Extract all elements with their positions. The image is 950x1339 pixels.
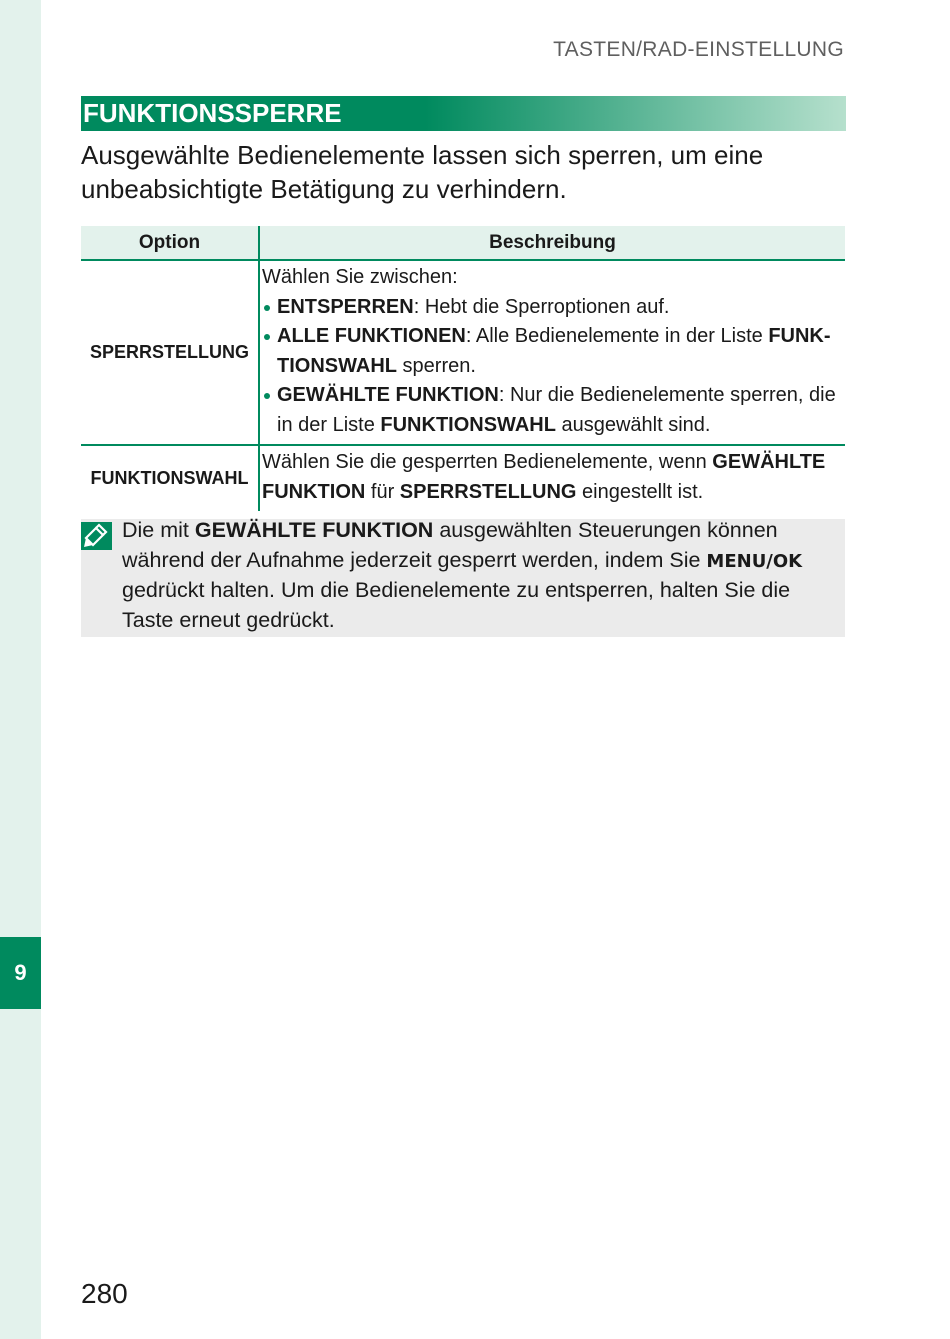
option-name: FUNKTIONSWAHL xyxy=(81,445,259,511)
list-item xyxy=(262,381,845,440)
choice-list xyxy=(262,293,845,441)
running-header: TASTEN/RAD-EINSTELLUNG xyxy=(553,38,844,61)
section-title: FUNKTIONSSPERRE xyxy=(81,96,846,131)
choice-term: ENTSPERREN xyxy=(277,295,414,318)
table-row xyxy=(81,260,845,445)
list-item xyxy=(262,322,845,381)
choice-term: GEWÄHLTE FUNKTION xyxy=(277,384,499,406)
options-table xyxy=(81,226,845,511)
list-item xyxy=(262,293,845,323)
chapter-number-tab xyxy=(0,937,41,1009)
option-description xyxy=(259,445,845,511)
option-description xyxy=(259,260,845,445)
table-header-row xyxy=(81,226,845,260)
choice-text: : Nur die Bedienelemente sperren, die in der Liste xyxy=(277,384,836,436)
choice-text-end: ausgewählt sind. xyxy=(555,413,711,436)
chapter-number: 9 xyxy=(14,960,27,985)
note-text-part: gedrückt halten. Um die Bedienelemente zu entsperren, halten Sie die Taste erneut gedrückt. xyxy=(122,578,791,632)
note-box xyxy=(81,519,845,637)
choice-term: ALLE FUNKTIONEN xyxy=(277,325,466,347)
choice-text: : Alle Bedienelemente in der Liste xyxy=(465,325,769,347)
intro-line-1: Ausgewählte Bedienelemente lassen sich sperren, um eine xyxy=(81,140,764,170)
section-intro xyxy=(81,138,846,206)
header-option: Option xyxy=(81,226,259,260)
desc-term: SPERRSTELLUNG xyxy=(399,480,577,503)
desc-term: GEWÄHLTE FUNKTION xyxy=(262,451,826,503)
note-pencil-icon xyxy=(81,522,112,550)
desc-text: für xyxy=(365,480,400,503)
chapter-side-strip xyxy=(0,0,41,1339)
description-lead: Wählen Sie zwischen: xyxy=(262,266,458,288)
intro-line-2: unbeabsichtigte Betätigung zu verhindern. xyxy=(81,174,567,204)
note-text-part: Die mit xyxy=(122,518,195,542)
choice-term-ref: FUNK-TIONSWAHL xyxy=(277,325,831,377)
choice-term-ref: FUNKTIONSWAHL xyxy=(380,413,556,436)
header-description: Beschreibung xyxy=(259,226,845,260)
menu-ok-button-label: MENU/OK xyxy=(706,550,803,572)
note-text-part: ausgewählten Steuerungen können während der Aufnahme jederzeit gesperrt werden, indem Sie xyxy=(122,518,778,572)
page-number: 280 xyxy=(81,1278,128,1309)
note-term: GEWÄHLTE FUNKTION xyxy=(194,518,434,542)
note-text xyxy=(122,516,837,635)
choice-text: : Hebt die Sperroptionen auf. xyxy=(413,295,670,318)
table-row xyxy=(81,445,845,511)
desc-text: Wählen Sie die gesperrten Bedienelemente, wenn xyxy=(262,451,713,473)
option-name: SPERRSTELLUNG xyxy=(81,260,259,445)
choice-text-end: sperren. xyxy=(397,354,476,377)
desc-text: eingestellt ist. xyxy=(576,480,704,503)
